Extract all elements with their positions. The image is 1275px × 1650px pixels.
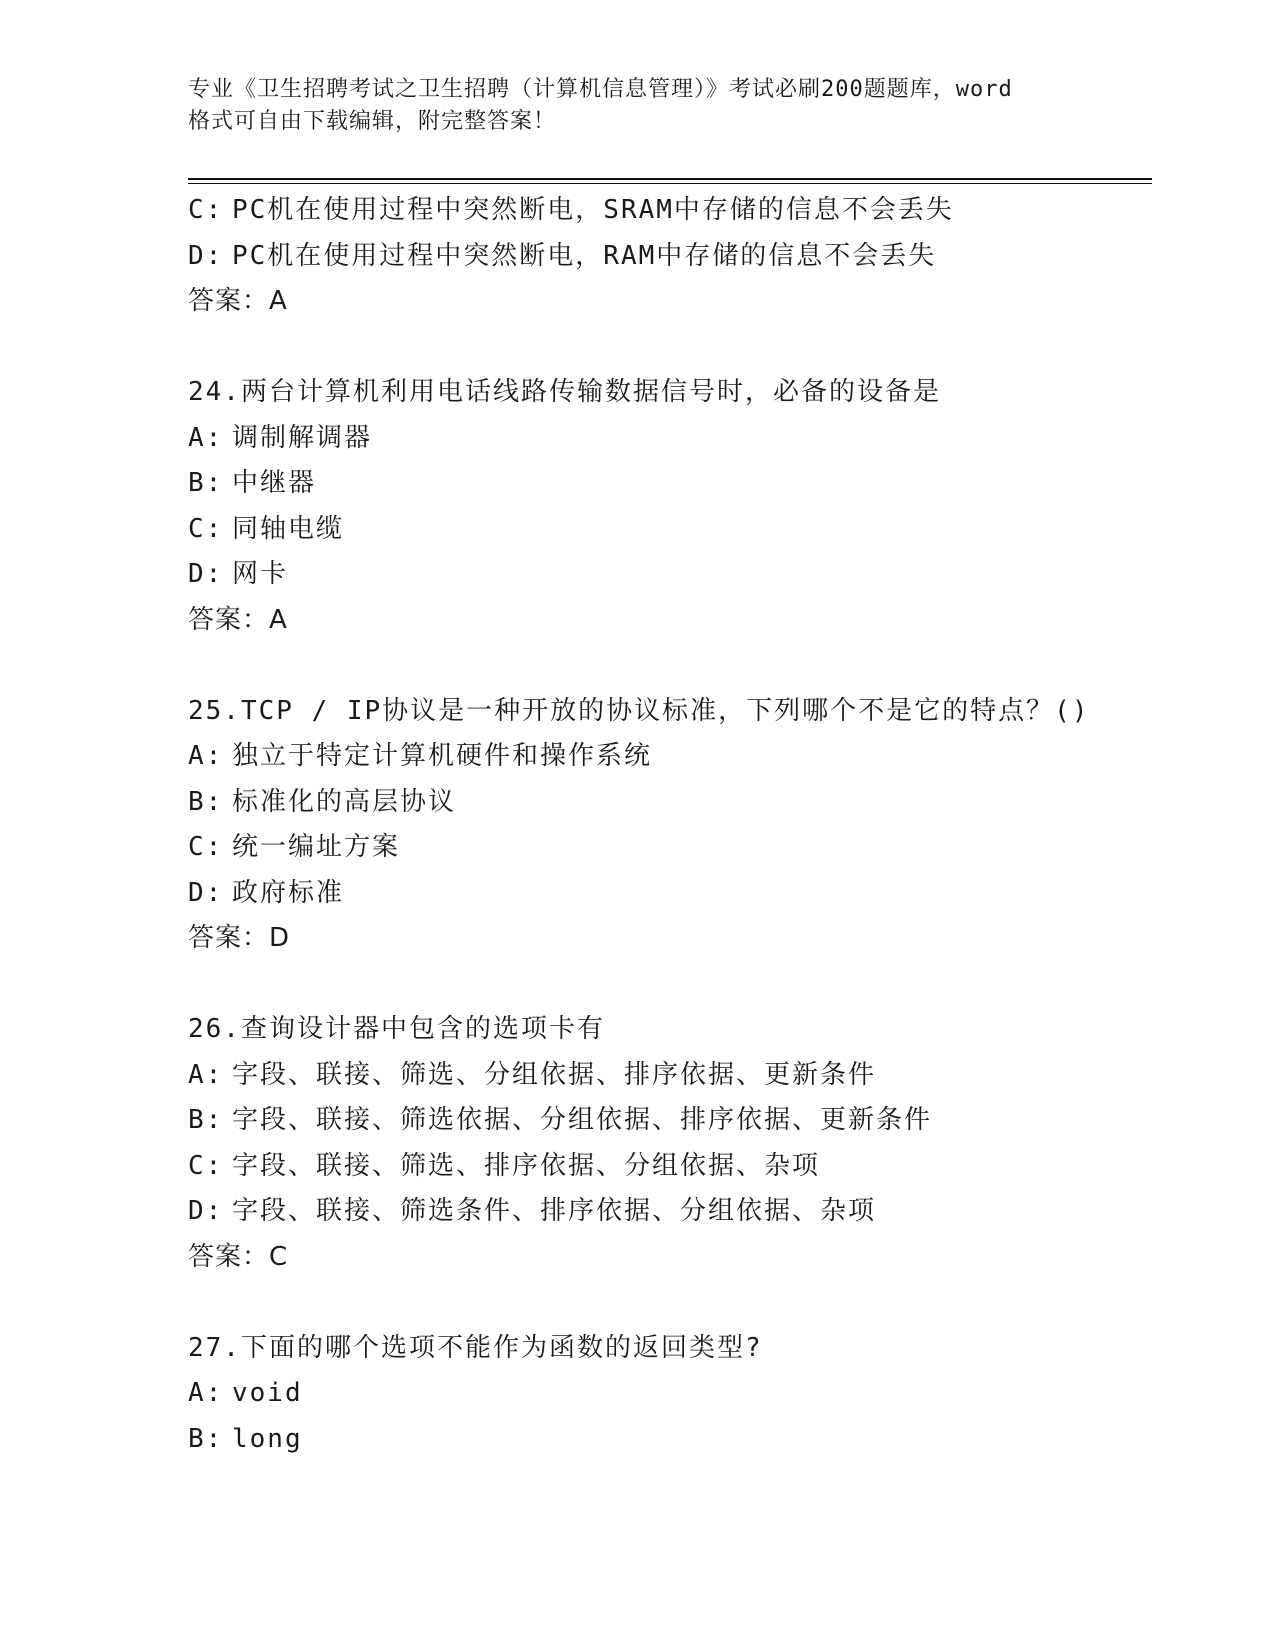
option-label: A: (188, 1378, 224, 1408)
option-label: C: (188, 195, 224, 225)
option-label: A: (188, 422, 224, 453)
answer-line: 答案：A (188, 604, 288, 635)
question-block-24 (188, 370, 1148, 643)
option-text: 独立于特定计算机硬件和操作系统 (232, 741, 653, 771)
option-text: 统一编址方案 (232, 832, 401, 862)
question-list (188, 188, 1148, 1462)
option-label: B: (188, 468, 224, 498)
option-text: 字段、联接、筛选、排序依据、分组依据、杂项 (232, 1150, 821, 1181)
answer-line: 答案：A (188, 286, 288, 316)
option-label: B: (188, 1105, 224, 1135)
option-text: 字段、联接、筛选条件、排序依据、分组依据、杂项 (232, 1196, 877, 1226)
option-text: 标准化的高层协议 (232, 786, 457, 817)
header-divider-thin (188, 183, 1152, 184)
option-c (188, 1144, 1148, 1190)
option-d (188, 871, 1148, 917)
option-d (188, 234, 1148, 280)
option-text: 字段、联接、筛选依据、分组依据、排序依据、更新条件 (232, 1105, 933, 1135)
option-a (188, 1053, 1148, 1099)
option-text: 字段、联接、筛选、分组依据、排序依据、更新条件 (232, 1059, 877, 1090)
option-label: C: (188, 513, 224, 544)
option-label: D: (188, 1196, 224, 1226)
option-label: D: (188, 240, 224, 271)
option-text: 中继器 (232, 468, 317, 498)
answer-line: 答案：D (188, 923, 291, 953)
option-label: D: (188, 559, 224, 589)
option-text: PC机在使用过程中突然断电，RAM中存储的信息不会丢失 (232, 240, 937, 271)
option-label: B: (188, 1423, 224, 1454)
header-line-1: 专业《卫生招聘考试之卫生招聘（计算机信息管理）》考试必刷200题题库，word (188, 77, 1013, 102)
question-block-26 (188, 1007, 1148, 1280)
option-text: 调制解调器 (232, 422, 373, 453)
option-a (188, 734, 1148, 780)
option-label: C: (188, 832, 224, 862)
option-c (188, 825, 1148, 871)
option-d (188, 1189, 1148, 1235)
option-label: A: (188, 741, 224, 771)
question-stem: 26.查询设计器中包含的选项卡有 (188, 1014, 605, 1044)
option-b (188, 1417, 1148, 1463)
option-text: long (232, 1423, 303, 1454)
header-divider-thick (188, 178, 1152, 180)
option-d (188, 552, 1148, 598)
option-b (188, 780, 1148, 826)
question-block-23 (188, 188, 1148, 325)
spacer (188, 325, 1148, 371)
document-header (188, 74, 1088, 138)
spacer (188, 1280, 1148, 1326)
question-block-27 (188, 1326, 1148, 1463)
option-c (188, 507, 1148, 553)
option-b (188, 1098, 1148, 1144)
option-label: A: (188, 1059, 224, 1090)
option-a (188, 416, 1148, 462)
spacer (188, 962, 1148, 1008)
option-text: 网卡 (232, 559, 289, 589)
header-line-2: 格式可自由下载编辑，附完整答案！ (188, 109, 557, 134)
question-stem: 25.TCP / IP协议是一种开放的协议标准，下列哪个不是它的特点？() (188, 695, 1090, 726)
question-stem: 27.下面的哪个选项不能作为函数的返回类型? (188, 1332, 763, 1363)
option-label: B: (188, 786, 224, 817)
option-text: PC机在使用过程中突然断电，SRAM中存储的信息不会丢失 (232, 195, 954, 225)
question-stem: 24.两台计算机利用电话线路传输数据信号时，必备的设备是 (188, 377, 941, 407)
spacer (188, 643, 1148, 689)
option-c (188, 188, 1148, 234)
answer-line: 答案：C (188, 1241, 289, 1272)
option-label: D: (188, 877, 224, 908)
option-a (188, 1371, 1148, 1417)
question-block-25 (188, 689, 1148, 962)
option-b (188, 461, 1148, 507)
option-label: C: (188, 1150, 224, 1181)
option-text: 政府标准 (232, 877, 345, 908)
option-text: void (232, 1378, 303, 1408)
option-text: 同轴电缆 (232, 513, 345, 544)
